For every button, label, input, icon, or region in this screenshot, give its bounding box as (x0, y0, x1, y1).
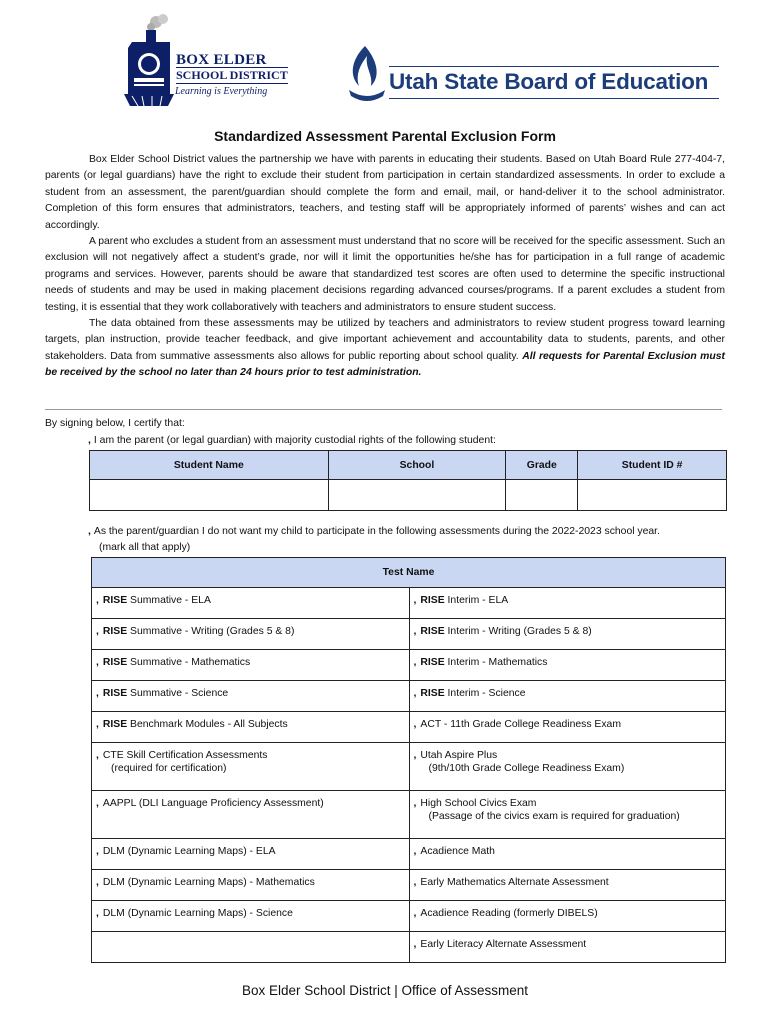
intro-text (45, 152, 725, 382)
test-name: Early Mathematics Alternate Assessment (420, 877, 609, 888)
checkbox-mark-icon[interactable]: , (96, 626, 99, 637)
bullet-icon: , (88, 435, 91, 446)
test-name: Interim - Science (444, 688, 526, 699)
district-name-line2: SCHOOL DISTRICT (176, 68, 288, 82)
header-student-id: Student ID # (578, 451, 727, 480)
checkbox-mark-icon[interactable]: , (96, 798, 99, 809)
test-name: Early Literacy Alternate Assessment (420, 939, 587, 950)
test-name-bold: RISE (102, 688, 128, 699)
test-option-right[interactable] (409, 743, 726, 791)
test-table-row (92, 870, 726, 901)
header-grade: Grade (506, 451, 578, 480)
student-name-field[interactable] (90, 480, 329, 511)
checkbox-mark-icon[interactable]: , (413, 750, 417, 761)
intro-paragraph-2: A parent who excludes a student from an assessment must understand that no score will be received for the specific assessment. Such an exclusion will not negatively affect a student’s grade, nor will it limit the opportunities he/she has for participation in a full range of academic programs and services. However, parents should be aware that standardized test scores are often used to determine the specific instructional needs of students and may be used in making placement decisions regarding advanced courses/programs. If a parent excludes a student from testing, it is essential that they work collaboratively with teachers and administrators to ensure student success. (45, 236, 725, 313)
checkbox-mark-icon[interactable]: , (413, 908, 417, 919)
test-table-row (92, 901, 726, 932)
test-name: AAPPL (DLI Language Proficiency Assessment) (102, 798, 324, 809)
test-table-row (92, 712, 726, 743)
header-school: School (328, 451, 506, 480)
deadline-notice: All requests for Parental Exclusion must be received by the school no later than 24 hours prior to test administration. (45, 350, 725, 379)
intro-paragraph-1: Box Elder School District values the partnership we have with parents in educating their students. Based on Utah Board Rule 277-404-7, parents (or legal guardians) have the right to exclude their student from participation in certain standardized assessments. In order to exclude a student from an assessment, the parent/guardian should complete the form and email, mail, or hand-deliver it to the school administrator. Completion of this form ensures that administrators, teachers, and testing staff will be appropriately informed of parents’ wishes and can act accordingly. (45, 154, 725, 231)
test-name: ACT - 11th Grade College Readiness Exam (420, 719, 621, 730)
test-option-right[interactable] (409, 870, 726, 901)
checkbox-mark-icon[interactable]: , (413, 877, 417, 888)
box-elder-logo (118, 14, 288, 110)
test-table-row (92, 588, 726, 619)
checkbox-mark-icon[interactable]: , (96, 657, 99, 668)
page-title: Standardized Assessment Parental Exclusion Form (214, 128, 556, 144)
test-name: Interim - ELA (444, 595, 509, 606)
student-info-table (89, 450, 727, 511)
test-option-left[interactable] (92, 619, 410, 650)
usbe-rule-top (389, 66, 719, 67)
checkbox-mark-icon[interactable]: , (413, 626, 417, 637)
checkbox-mark-icon[interactable]: , (96, 688, 99, 699)
checkbox-mark-icon[interactable]: , (413, 798, 417, 809)
mark-all-note: (mark all that apply) (99, 542, 191, 553)
test-table-row (92, 650, 726, 681)
checkbox-mark-icon[interactable]: , (413, 719, 417, 730)
bullet-icon: , (88, 526, 91, 537)
test-name-bold: RISE (102, 595, 128, 606)
test-name: Utah Aspire Plus (420, 750, 498, 761)
test-option-left[interactable] (92, 588, 410, 619)
test-name: Summative - Mathematics (127, 657, 251, 668)
checkbox-mark-icon[interactable]: , (413, 846, 417, 857)
student-table-header (90, 451, 727, 480)
intro-paragraph-3-text: The data obtained from these assessments may be utilized by teachers and administrators to review student progress toward learning targets, plan instruction, provide teacher feedback, and give important achievement and accountability data to students, parents, and other stakeholders. Data from summative assessments also allows for public reporting about school quality. (45, 318, 725, 362)
test-option-left[interactable] (92, 791, 410, 839)
test-option-right[interactable] (409, 932, 726, 963)
test-name: Summative - ELA (127, 595, 211, 606)
checkbox-mark-icon[interactable]: , (413, 688, 417, 699)
test-name: CTE Skill Certification Assessments (102, 750, 268, 761)
test-selection-table (91, 557, 726, 963)
header (0, 12, 770, 112)
test-option-left[interactable] (92, 743, 410, 791)
certify-statement: By signing below, I certify that: (45, 418, 185, 429)
test-table-row (92, 681, 726, 712)
test-option-right[interactable] (409, 681, 726, 712)
test-option-right[interactable] (409, 839, 726, 870)
checkbox-mark-icon[interactable]: , (96, 750, 99, 761)
checkbox-mark-icon[interactable]: , (96, 719, 99, 730)
bullet-opt-out (88, 526, 660, 537)
test-name: DLM (Dynamic Learning Maps) - ELA (102, 846, 276, 857)
test-option-right[interactable] (409, 791, 726, 839)
district-name-line1: BOX ELDER (176, 52, 267, 68)
test-table-row (92, 839, 726, 870)
student-id-field[interactable] (578, 480, 727, 511)
school-field[interactable] (328, 480, 506, 511)
test-name: Acadience Math (420, 846, 495, 857)
bullet-custodial-text: I am the parent (or legal guardian) with majority custodial rights of the following student: (93, 435, 496, 446)
test-name: DLM (Dynamic Learning Maps) - Mathematics (102, 877, 315, 888)
test-table-row (92, 791, 726, 839)
test-option-right[interactable] (409, 650, 726, 681)
test-name-bold: RISE (420, 657, 445, 668)
test-option-right[interactable] (409, 588, 726, 619)
test-option-left[interactable] (92, 839, 410, 870)
usbe-rule-bottom (389, 98, 719, 99)
test-name-note: (9th/10th Grade College Readiness Exam) (428, 763, 625, 774)
test-name: Interim - Mathematics (444, 657, 548, 668)
test-name: Acadience Reading (formerly DIBELS) (420, 908, 598, 919)
checkbox-mark-icon[interactable]: , (413, 657, 417, 668)
bullet-custodial (88, 435, 496, 446)
header-test-name: Test Name (92, 558, 726, 588)
test-option-left[interactable] (92, 901, 410, 932)
test-name: Summative - Science (127, 688, 229, 699)
test-name-bold: RISE (102, 657, 128, 668)
test-name: High School Civics Exam (420, 798, 537, 809)
intro-paragraph-3 (45, 316, 725, 382)
test-option-right[interactable] (409, 901, 726, 932)
test-option-left[interactable] (92, 870, 410, 901)
divider (45, 409, 722, 410)
state-board-name: Utah State Board of Education (389, 69, 709, 94)
checkbox-mark-icon[interactable]: , (96, 877, 99, 888)
test-name: Summative - Writing (Grades 5 & 8) (127, 626, 295, 637)
test-option-left[interactable] (92, 712, 410, 743)
test-name-bold: RISE (420, 595, 445, 606)
test-name-bold: RISE (102, 719, 128, 730)
test-name-bold: RISE (420, 626, 445, 637)
bullet-opt-out-text: As the parent/guardian I do not want my child to participate in the following assessments during the 2022-2023 school year. (93, 526, 660, 537)
checkbox-mark-icon[interactable]: , (96, 908, 99, 919)
test-name-note: (required for certification) (111, 763, 227, 774)
test-name-note: (Passage of the civics exam is required for graduation) (428, 811, 680, 822)
usbe-logo (345, 42, 725, 112)
header-student-name: Student Name (90, 451, 329, 480)
flame-icon (345, 42, 389, 108)
checkbox-mark-icon[interactable]: , (413, 939, 417, 950)
test-name: Benchmark Modules - All Subjects (127, 719, 288, 730)
test-table-row (92, 619, 726, 650)
student-table-row (90, 480, 727, 511)
district-tagline: Learning is Everything (175, 86, 268, 97)
test-table-header (92, 558, 726, 588)
test-table-row (92, 743, 726, 791)
test-option-left (92, 932, 410, 963)
test-name-bold: RISE (102, 626, 128, 637)
test-option-left[interactable] (92, 681, 410, 712)
grade-field[interactable] (506, 480, 578, 511)
test-name: DLM (Dynamic Learning Maps) - Science (102, 908, 293, 919)
checkbox-mark-icon[interactable]: , (96, 595, 99, 606)
test-table-row (92, 932, 726, 963)
test-name: Interim - Writing (Grades 5 & 8) (444, 626, 592, 637)
test-name-bold: RISE (420, 688, 445, 699)
checkbox-mark-icon[interactable]: , (96, 846, 99, 857)
test-option-left[interactable] (92, 650, 410, 681)
footer: Box Elder School District | Office of Assessment (241, 983, 529, 998)
test-option-right[interactable] (409, 712, 726, 743)
checkbox-mark-icon[interactable]: , (413, 595, 417, 606)
test-option-right[interactable] (409, 619, 726, 650)
